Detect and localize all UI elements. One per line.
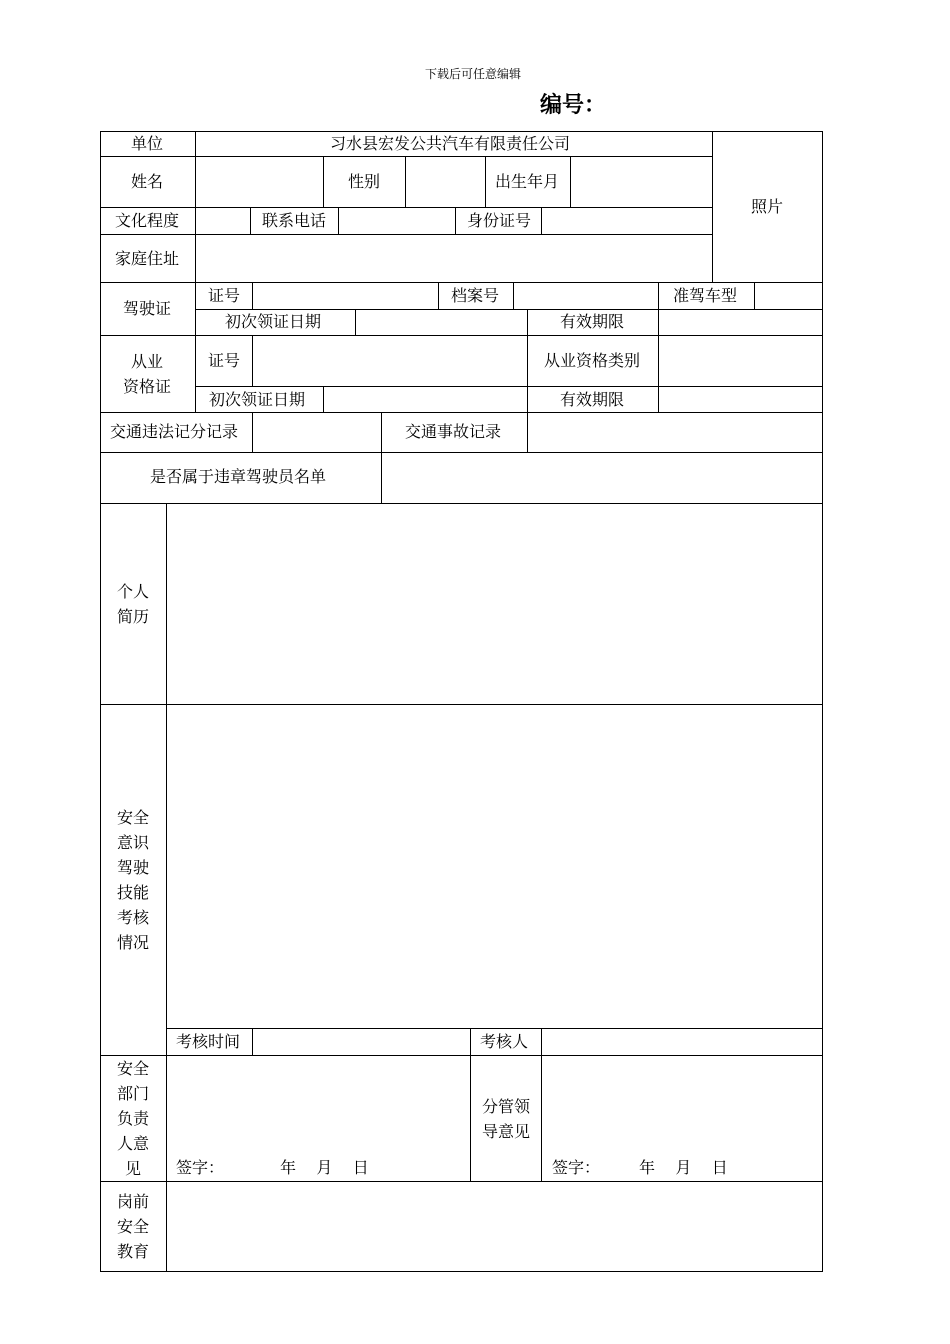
- leader-opinion-label: 分管领 导意见: [481, 1097, 530, 1141]
- safety-assessment-field[interactable]: [167, 705, 822, 1027]
- qualification-label: 从业 资格证: [122, 352, 171, 396]
- serial-number-label: 编号：: [540, 92, 607, 118]
- license-valid-field[interactable]: [659, 310, 822, 334]
- address-field[interactable]: [196, 235, 711, 281]
- name-label: 姓名: [131, 172, 164, 191]
- examiner-label: 考核人: [480, 1032, 529, 1051]
- photo-box-label: 照片: [751, 197, 784, 216]
- exam-time-field[interactable]: [253, 1029, 469, 1054]
- unit-label: 单位: [131, 134, 164, 153]
- qualification-type-label: 从业资格类别: [544, 351, 641, 370]
- resume-label: 个人 简历: [116, 582, 149, 626]
- address-label: 家庭住址: [115, 249, 180, 268]
- vehicle-class-label: 准驾车型: [673, 286, 738, 305]
- phone-label: 联系电话: [262, 211, 327, 230]
- archive-number-field[interactable]: [514, 283, 657, 308]
- education-label: 文化程度: [115, 211, 180, 230]
- examiner-field[interactable]: [542, 1029, 822, 1054]
- signature-label-left: 签字：: [176, 1158, 225, 1177]
- violation-record-field[interactable]: [253, 413, 380, 451]
- phone-field[interactable]: [339, 208, 454, 233]
- accident-record-field[interactable]: [528, 413, 822, 451]
- safety-dept-opinion-field[interactable]: [167, 1056, 469, 1156]
- qualification-number-field[interactable]: [253, 336, 526, 385]
- violation-record-label: 交通违法记分记录: [110, 422, 239, 441]
- qualification-first-date-label: 初次领证日期: [209, 390, 306, 409]
- safety-assessment-label: 安全 意识 驾驶 技能 考核 情况: [116, 808, 149, 952]
- qualification-type-field[interactable]: [659, 336, 822, 385]
- qualification-valid-label: 有效期限: [560, 390, 625, 409]
- resume-field[interactable]: [167, 504, 822, 703]
- qualification-first-date-field[interactable]: [324, 387, 526, 411]
- vehicle-class-field[interactable]: [755, 283, 822, 308]
- license-number-label: 证号: [208, 286, 241, 305]
- blacklist-label: 是否属于违章驾驶员名单: [150, 467, 327, 486]
- date-label-right: 年 月 日: [639, 1158, 728, 1177]
- birth-field[interactable]: [571, 157, 711, 206]
- download-note: 下载后可任意编辑: [425, 67, 522, 81]
- signature-label-right: 签字：: [552, 1158, 601, 1177]
- qualification-number-label: 证号: [208, 351, 241, 370]
- date-label-left: 年 月 日: [280, 1158, 369, 1177]
- education-field[interactable]: [196, 208, 249, 233]
- blacklist-field[interactable]: [382, 453, 822, 502]
- gender-label: 性别: [348, 172, 381, 191]
- id-number-label: 身份证号: [467, 211, 532, 230]
- pre-job-education-field[interactable]: [167, 1182, 822, 1271]
- archive-number-label: 档案号: [451, 286, 500, 305]
- accident-record-label: 交通事故记录: [405, 422, 502, 441]
- driver-license-label: 驾驶证: [123, 299, 172, 318]
- leader-opinion-field[interactable]: [542, 1056, 822, 1156]
- license-first-date-label: 初次领证日期: [225, 312, 322, 331]
- pre-job-education-label: 岗前 安全 教育: [116, 1192, 149, 1261]
- birth-label: 出生年月: [495, 172, 560, 191]
- license-valid-label: 有效期限: [560, 312, 625, 331]
- qualification-valid-field[interactable]: [659, 387, 822, 411]
- license-number-field[interactable]: [253, 283, 437, 308]
- unit-value: 习水县宏发公共汽车有限责任公司: [330, 134, 571, 153]
- exam-time-label: 考核时间: [176, 1032, 241, 1051]
- safety-dept-opinion-label: 安全 部门 负责 人意 见: [116, 1059, 149, 1178]
- license-first-date-field[interactable]: [356, 310, 526, 334]
- name-field[interactable]: [196, 157, 322, 206]
- id-number-field[interactable]: [542, 208, 711, 233]
- gender-field[interactable]: [406, 157, 484, 206]
